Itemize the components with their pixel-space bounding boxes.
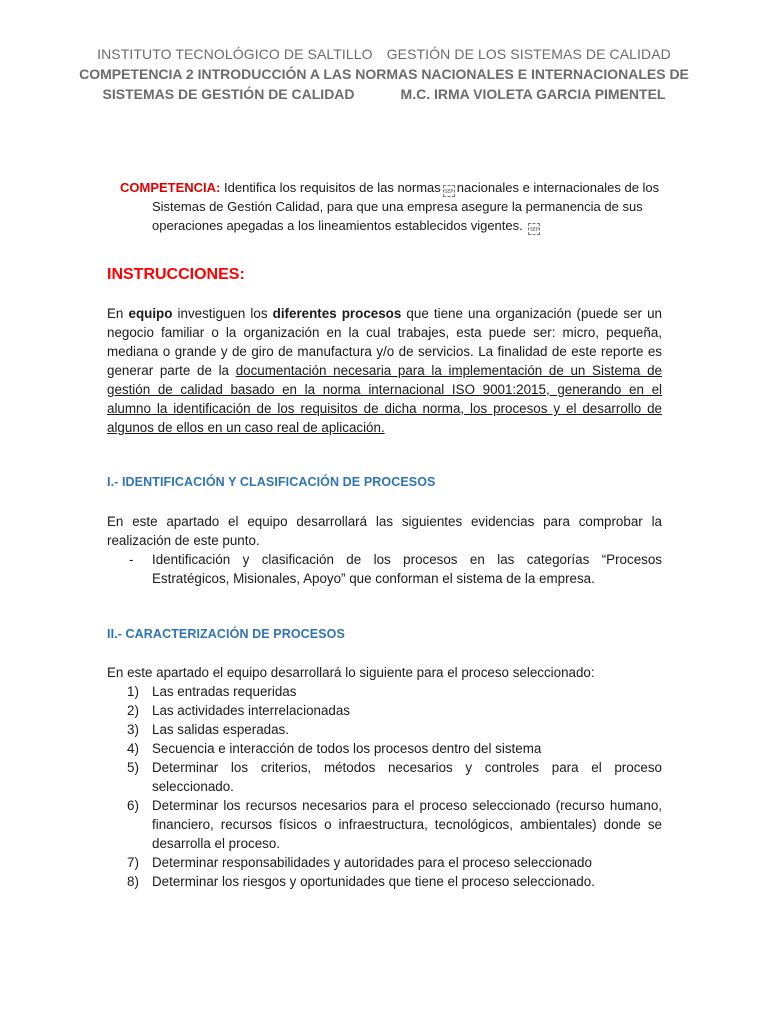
section-1-intro: En este apartado el equipo desarrollará las siguientes evidencias para comprobar la realización de este punto.: [107, 514, 662, 548]
list-item: [107, 550, 662, 588]
list-item: [107, 796, 662, 853]
competencia-line-3: [120, 216, 660, 235]
list-item-text: Determinar los criterios, métodos necesarios y controles para el proceso seleccionado.: [152, 760, 662, 794]
competencia-text-b: nacionales e internacionales de los: [456, 180, 660, 195]
list-item: [107, 758, 662, 796]
list-item-text: Las actividades interrelacionadas: [152, 703, 351, 718]
instructions-title: INSTRUCCIONES:: [107, 266, 245, 283]
list-item-text: Determinar los riesgos y oportunidades que tiene el proceso seleccionado.: [152, 874, 595, 889]
list-item-text: Identificación y clasificación de los procesos en las categorías “Procesos Estratégicos, Misionales, Apoyo” que conforman el sistema de la empresa.: [152, 552, 662, 586]
institute-name: INSTITUTO TECNOLÓGICO DE SALTILLO: [97, 46, 373, 62]
list-item: [107, 739, 662, 758]
section-1-list: [107, 550, 662, 588]
section-2-list: [107, 682, 662, 891]
list-item-text: Secuencia e interacción de todos los procesos dentro del sistema: [152, 741, 542, 756]
list-item: [107, 682, 662, 701]
dash-marker: -: [129, 552, 134, 567]
list-number: 4): [127, 741, 139, 756]
competencia-line-1: [120, 178, 660, 197]
header-line-2: COMPETENCIA 2 INTRODUCCIÓN A LAS NORMAS NACIONALES E INTERNACIONALES DE: [79, 66, 689, 82]
list-number: 1): [127, 684, 139, 699]
teacher-name: M.C. IRMA VIOLETA GARCIA PIMENTEL: [400, 86, 666, 102]
competencia-subject: SISTEMAS DE GESTIÓN DE CALIDAD: [102, 86, 355, 102]
list-item-text: Las salidas esperadas.: [152, 722, 289, 737]
header-line-1: [60, 44, 708, 64]
text-diferentes-procesos: diferentes procesos: [272, 306, 402, 321]
text-en: En: [107, 306, 124, 321]
competencia-text-a: Identifica los requisitos de las normas: [224, 180, 441, 195]
text-rest: que tiene una organización (puede ser un negocio familiar o la organización en la cual trabajes, esta puede ser: micro, pequeña, mediana o grande y de giro de manufactura y/o de servicios. La finalidad de este reporte es generar parte de la: [107, 306, 662, 378]
text-investiguen: investiguen los: [177, 306, 268, 321]
list-number: 2): [127, 703, 139, 718]
competencia-line-2: Sistemas de Gestión Calidad, para que una empresa asegure la permanencia de sus: [152, 199, 643, 214]
section-2-heading: II.- CARACTERIZACIÓN DE PROCESOS: [107, 627, 345, 641]
text-underlined: documentación necesaria para la implementación de un Sistema de gestión de calidad basado en la norma internacional ISO 9001:2015, generando en el alumno la identificación de los requisitos de dicha norma, los procesos y el desarrollo de algunos de ellos en un caso real de aplicación.: [107, 363, 662, 435]
list-item-text: Determinar los recursos necesarios para el proceso seleccionado (recurso humano, financiero, recursos físicos o infraestructura, tecnológicos, ambientales) donde se desarrolla el proceso.: [152, 798, 662, 851]
list-number: 5): [127, 760, 139, 775]
competencia-line-3-text: operaciones apegadas a los lineamientos establecidos vigentes.: [152, 218, 523, 233]
list-item: [107, 853, 662, 872]
list-item: [107, 872, 662, 891]
course-name: GESTIÓN DE LOS SISTEMAS DE CALIDAD: [386, 46, 671, 62]
section-2-intro: En este apartado el equipo desarrollará lo siguiente para el proceso seleccionado:: [107, 665, 595, 680]
competencia-label: COMPETENCIA:: [120, 180, 221, 195]
list-item: [107, 701, 662, 720]
competencia-block: [120, 178, 660, 235]
list-number: 8): [127, 874, 139, 889]
list-item: [107, 720, 662, 739]
list-item-text: Las entradas requeridas: [152, 684, 297, 699]
placeholder-glyph-icon: SEP: [443, 185, 455, 197]
header-line-3: [60, 84, 708, 104]
text-equipo: equipo: [128, 306, 173, 321]
placeholder-glyph-icon: SEP: [528, 223, 540, 235]
list-number: 3): [127, 722, 139, 737]
instructions-paragraph: [107, 304, 662, 437]
section-1-heading: I.- IDENTIFICACIÓN Y CLASIFICACIÓN DE PROCESOS: [107, 475, 436, 489]
list-item-text: Determinar responsabilidades y autoridades para el proceso seleccionado: [152, 855, 592, 870]
list-number: 7): [127, 855, 139, 870]
list-number: 6): [127, 798, 139, 813]
page-header: [60, 44, 708, 104]
